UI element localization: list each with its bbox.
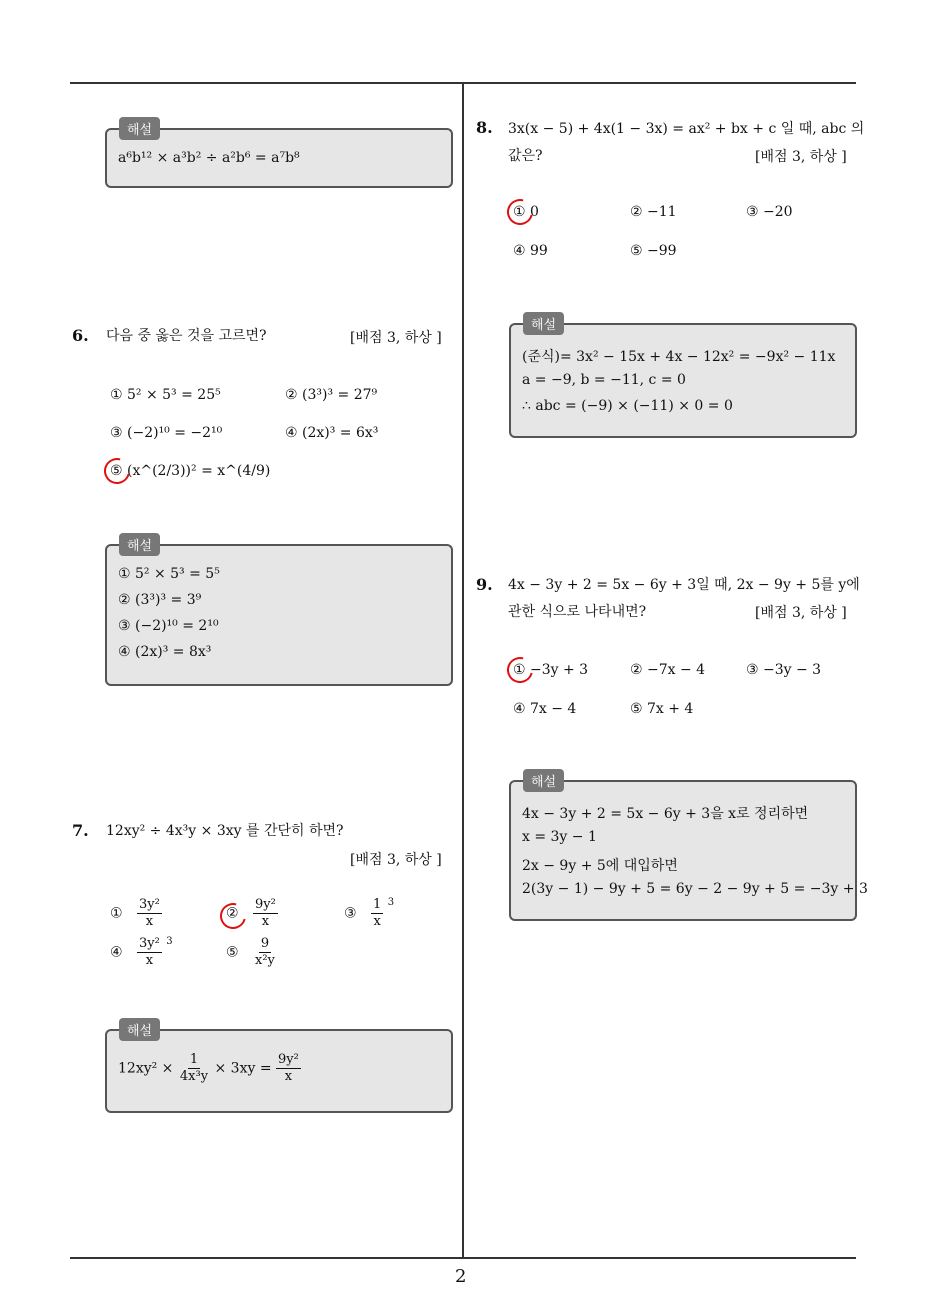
q8-choice-1[interactable]: ① 0 [513, 204, 539, 220]
q7-choice-5-num: 9 [260, 936, 270, 951]
q7-choice-5-mark: ⑤ [226, 944, 239, 961]
q5-solution-line: a⁶b¹² × a³b² ÷ a²b⁶ = a⁷b⁸ [118, 150, 300, 166]
q8-solution-tag: 해설 [523, 312, 564, 335]
q7-text: 12xy² ÷ 4x³y × 3xy 를 간단히 하면? [106, 823, 344, 839]
q7-choice-4-num: 3y² [139, 936, 160, 951]
q7-choice-5-frac [253, 936, 277, 969]
q7-choice-3-den: x [373, 914, 381, 929]
q7-choice-1-mark: ① [110, 905, 123, 922]
q9-choice-3[interactable]: ③ −3y − 3 [746, 662, 822, 678]
q6-choice-3[interactable]: ③ (−2)¹⁰ = −2¹⁰ [110, 425, 223, 441]
q8-choice-2[interactable]: ② −11 [630, 204, 677, 220]
q7-choice-1-frac [137, 897, 162, 930]
q8-score: [배점 3, 하상 ] [755, 149, 847, 165]
q7-choice-3-num: 1 [373, 897, 382, 912]
q7-solution-lhs: 12xy² × [118, 1060, 174, 1077]
q7-solution-frac-num: 1 [189, 1052, 199, 1067]
q6-choice-2[interactable]: ② (3³)³ = 27⁹ [285, 387, 378, 403]
bottom-rule [70, 1257, 856, 1259]
q7-choice-2-mark: ② [226, 905, 239, 922]
q8-solution-line-3: ∴ abc = (−9) × (−11) × 0 = 0 [522, 398, 733, 414]
q9-choice-1[interactable]: ① −3y + 3 [513, 662, 589, 678]
q6-score: [배점 3, 하상 ] [350, 330, 442, 346]
q8-number: 8. [476, 118, 493, 137]
q7-solution-result-den: x [284, 1069, 293, 1084]
q7-choice-5[interactable] [226, 936, 277, 969]
q9-number: 9. [476, 575, 493, 594]
q8-text-line-2: 값은? [508, 148, 543, 164]
q6-solution-line-1: ① 5² × 5³ = 5⁵ [118, 566, 220, 582]
q9-solution-line-3: 2x − 9y + 5에 대입하면 [522, 858, 678, 874]
q9-answer-circle [502, 652, 538, 688]
q9-text-line-1: 4x − 3y + 2 = 5x − 6y + 3일 때, 2x − 9y + 5를 y에 [508, 577, 860, 593]
q8-solution-line-2: a = −9, b = −11, c = 0 [522, 372, 686, 388]
q9-solution-box [509, 780, 857, 921]
column-divider [462, 84, 464, 1258]
q7-solution-result [276, 1052, 301, 1085]
q9-solution-tag: 해설 [523, 769, 564, 792]
q7-choice-1-num: 3y² [139, 897, 160, 912]
page-number: 2 [455, 1266, 467, 1287]
q7-choice-4-den: x [145, 953, 154, 968]
q6-solution-line-3: ③ (−2)¹⁰ = 2¹⁰ [118, 618, 219, 634]
q8-choice-4[interactable]: ④ 99 [513, 243, 548, 259]
q8-choice-3[interactable]: ③ −20 [746, 204, 793, 220]
q6-choice-4[interactable]: ④ (2x)³ = 6x³ [285, 425, 379, 441]
q9-solution-line-1: 4x − 3y + 2 = 5x − 6y + 3을 x로 정리하면 [522, 806, 809, 822]
q7-solution-frac-den: 4x³y [179, 1069, 209, 1084]
q7-solution-mid: × 3xy = [214, 1060, 272, 1077]
q7-number: 7. [72, 821, 89, 840]
q7-choice-2-den: x [261, 914, 270, 929]
q9-solution-line-2: x = 3y − 1 [522, 829, 597, 845]
q7-choice-1[interactable] [110, 897, 162, 930]
q6-text: 다음 중 옳은 것을 고르면? [106, 328, 267, 344]
q7-choice-3-mark: ③ [344, 905, 357, 922]
q9-choice-4[interactable]: ④ 7x − 4 [513, 701, 577, 717]
q6-solution-line-2: ② (3³)³ = 3⁹ [118, 592, 202, 608]
q6-answer-circle [99, 453, 135, 489]
q9-solution-line-4: 2(3y − 1) − 9y + 5 = 6y − 2 − 9y + 5 = −3y + 3 [522, 881, 868, 897]
q7-choice-5-den: x²y [255, 953, 275, 968]
q6-choice-5[interactable]: ⑤ (x^(2/3))² = x^(4/9) [110, 463, 271, 479]
q7-solution-result-num: 9y² [278, 1052, 299, 1067]
q7-choice-4-mark: ④ [110, 944, 123, 961]
q7-score: [배점 3, 하상 ] [350, 852, 442, 868]
q9-choice-2[interactable]: ② −7x − 4 [630, 662, 706, 678]
q7-choice-2-num: 9y² [255, 897, 276, 912]
q7-choice-1-den: x [145, 914, 154, 929]
q9-score: [배점 3, 하상 ] [755, 605, 847, 621]
q7-choice-4-frac [137, 936, 162, 969]
q7-choice-3-exp: 3 [387, 897, 395, 908]
q9-text-line-2: 관한 식으로 나타내면? [508, 604, 647, 620]
q7-choice-3[interactable] [344, 897, 394, 930]
q7-choice-4-exp: 3 [166, 936, 173, 947]
q6-solution-line-4: ④ (2x)³ = 8x³ [118, 644, 212, 660]
q7-choice-3-frac [371, 897, 383, 930]
q5-solution-tag: 해설 [119, 117, 160, 140]
q8-text-line-1: 3x(x − 5) + 4x(1 − 3x) = ax² + bx + c 일 때, abc 의 [508, 121, 865, 137]
q6-solution-tag: 해설 [119, 533, 160, 556]
q8-solution-line-1: (준식)= 3x² − 15x + 4x − 12x² = −9x² − 11x [522, 349, 836, 365]
q7-choice-2-frac [253, 897, 278, 930]
q7-solution-expr [118, 1052, 301, 1085]
q6-choice-1[interactable]: ① 5² × 5³ = 25⁵ [110, 387, 221, 403]
q7-solution-frac [178, 1052, 210, 1085]
q7-choice-4[interactable] [110, 936, 173, 969]
q9-choice-5[interactable]: ⑤ 7x + 4 [630, 701, 694, 717]
q8-choice-5[interactable]: ⑤ −99 [630, 243, 677, 259]
q8-answer-circle [502, 194, 538, 230]
q7-solution-tag: 해설 [119, 1018, 160, 1041]
q6-number: 6. [72, 326, 89, 345]
